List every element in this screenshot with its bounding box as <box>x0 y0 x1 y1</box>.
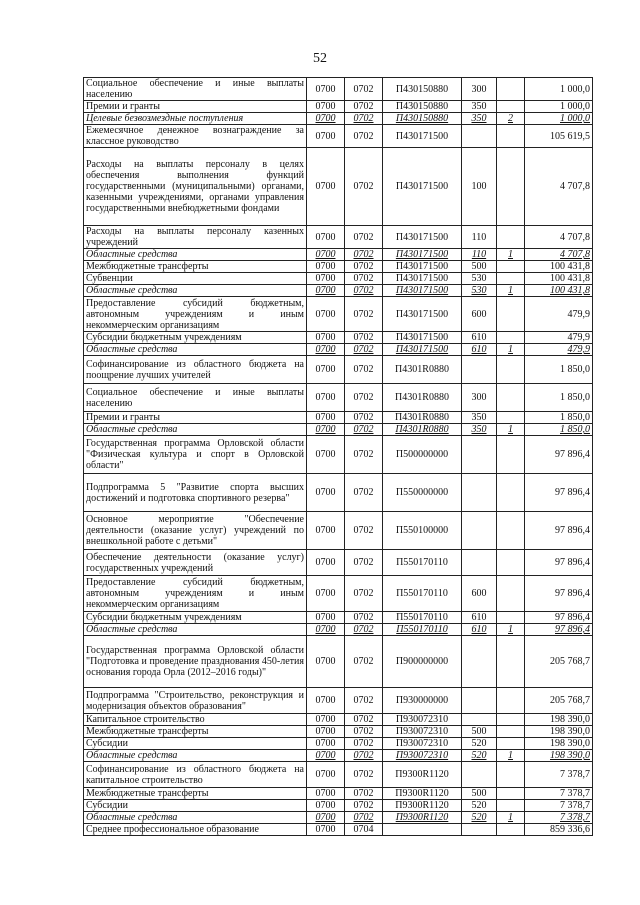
row-subsection-cell: 0702 <box>345 474 383 512</box>
row-sum-cell: 7 378,7 <box>525 788 593 800</box>
row-group-cell <box>497 550 525 576</box>
row-section-cell: 0700 <box>307 436 345 474</box>
row-name-cell: Субсидии <box>84 800 307 812</box>
row-section-cell: 0700 <box>307 148 345 226</box>
row-group-cell <box>497 412 525 424</box>
page-number: 52 <box>313 51 327 66</box>
row-group-cell <box>497 273 525 285</box>
row-name-cell: Социальное обеспечение и иные выплаты населению <box>84 78 307 101</box>
row-section-cell: 0700 <box>307 332 345 344</box>
row-target-article-cell: П900000000 <box>383 636 462 688</box>
row-subsection-cell: 0702 <box>345 714 383 726</box>
table-row <box>84 576 593 612</box>
row-section-cell: 0700 <box>307 726 345 738</box>
row-section-cell: 0700 <box>307 226 345 249</box>
row-target-article-cell: П930000000 <box>383 688 462 714</box>
row-target-article-cell: П430171500 <box>383 249 462 261</box>
row-sum-cell: 7 378,7 <box>525 800 593 812</box>
row-name-cell: Субсидии <box>84 738 307 750</box>
row-section-cell: 0700 <box>307 249 345 261</box>
table-row <box>84 474 593 512</box>
row-target-article-cell: П430171500 <box>383 344 462 356</box>
row-sum-cell: 105 619,5 <box>525 125 593 148</box>
row-subsection-cell: 0702 <box>345 424 383 436</box>
row-name-cell: Областные средства <box>84 344 307 356</box>
row-sum-cell: 198 390,0 <box>525 714 593 726</box>
row-subsection-cell: 0702 <box>345 512 383 550</box>
table-row <box>84 512 593 550</box>
table-row <box>84 125 593 148</box>
row-subsection-cell: 0702 <box>345 726 383 738</box>
row-expense-type-cell: 600 <box>462 297 497 332</box>
row-sum-cell: 205 768,7 <box>525 636 593 688</box>
row-name-cell: Областные средства <box>84 624 307 636</box>
row-section-cell: 0700 <box>307 636 345 688</box>
row-target-article-cell: П9300R1120 <box>383 788 462 800</box>
row-target-article-cell: П430171500 <box>383 273 462 285</box>
row-group-cell <box>497 512 525 550</box>
row-section-cell: 0700 <box>307 297 345 332</box>
row-section-cell: 0700 <box>307 750 345 762</box>
table-row <box>84 78 593 101</box>
row-name-cell: Целевые безвозмездные поступления <box>84 113 307 125</box>
row-sum-cell: 4 707,8 <box>525 249 593 261</box>
row-sum-cell: 97 896,4 <box>525 612 593 624</box>
row-section-cell: 0700 <box>307 424 345 436</box>
row-subsection-cell: 0702 <box>345 125 383 148</box>
row-target-article-cell: П430171500 <box>383 226 462 249</box>
row-section-cell: 0700 <box>307 714 345 726</box>
row-name-cell: Расходы на выплаты персоналу казенных учреждений <box>84 226 307 249</box>
row-expense-type-cell: 110 <box>462 249 497 261</box>
table-row <box>84 273 593 285</box>
row-target-article-cell: П550170110 <box>383 612 462 624</box>
row-expense-type-cell <box>462 824 497 836</box>
table-row <box>84 344 593 356</box>
row-subsection-cell: 0702 <box>345 812 383 824</box>
row-name-cell: Областные средства <box>84 285 307 297</box>
row-section-cell: 0700 <box>307 812 345 824</box>
row-expense-type-cell: 100 <box>462 148 497 226</box>
row-name-cell: Среднее профессиональное образование <box>84 824 307 836</box>
row-subsection-cell: 0702 <box>345 332 383 344</box>
row-group-cell: 1 <box>497 285 525 297</box>
row-expense-type-cell: 500 <box>462 726 497 738</box>
row-expense-type-cell: 530 <box>462 273 497 285</box>
row-section-cell: 0700 <box>307 550 345 576</box>
row-expense-type-cell: 350 <box>462 101 497 113</box>
row-name-cell: Межбюджетные трансферты <box>84 726 307 738</box>
table-row <box>84 412 593 424</box>
row-target-article-cell: П550170110 <box>383 550 462 576</box>
row-target-article-cell: П430171500 <box>383 285 462 297</box>
row-subsection-cell: 0702 <box>345 636 383 688</box>
row-section-cell: 0700 <box>307 78 345 101</box>
table-row <box>84 800 593 812</box>
row-group-cell <box>497 612 525 624</box>
table-row <box>84 249 593 261</box>
row-expense-type-cell: 610 <box>462 332 497 344</box>
row-group-cell <box>497 688 525 714</box>
row-name-cell: Обеспечение деятельности (оказание услуг) государственных учреждений <box>84 550 307 576</box>
row-name-cell: Софинансирование из областного бюджета на поощрение лучших учителей <box>84 356 307 384</box>
table-row <box>84 812 593 824</box>
row-group-cell <box>497 148 525 226</box>
row-group-cell: 1 <box>497 750 525 762</box>
row-sum-cell: 479,9 <box>525 332 593 344</box>
table-row <box>84 384 593 412</box>
row-group-cell <box>497 384 525 412</box>
row-expense-type-cell: 520 <box>462 812 497 824</box>
row-subsection-cell: 0702 <box>345 550 383 576</box>
row-name-cell: Субвенции <box>84 273 307 285</box>
row-section-cell: 0700 <box>307 824 345 836</box>
row-sum-cell: 1 000,0 <box>525 78 593 101</box>
row-section-cell: 0700 <box>307 285 345 297</box>
row-expense-type-cell <box>462 636 497 688</box>
row-name-cell: Капитальное строительство <box>84 714 307 726</box>
row-sum-cell: 4 707,8 <box>525 148 593 226</box>
row-name-cell: Предоставление субсидий бюджетным, автономным учреждениям и иным некоммерческим организациям <box>84 576 307 612</box>
table-row <box>84 332 593 344</box>
row-name-cell: Областные средства <box>84 249 307 261</box>
row-name-cell: Межбюджетные трансферты <box>84 261 307 273</box>
row-name-cell: Ежемесячное денежное вознаграждение за классное руководство <box>84 125 307 148</box>
row-expense-type-cell <box>462 688 497 714</box>
row-expense-type-cell: 610 <box>462 612 497 624</box>
row-subsection-cell: 0702 <box>345 261 383 273</box>
budget-table <box>83 77 593 836</box>
row-sum-cell: 100 431,8 <box>525 261 593 273</box>
row-subsection-cell: 0702 <box>345 612 383 624</box>
row-expense-type-cell: 300 <box>462 78 497 101</box>
row-target-article-cell: П430150880 <box>383 113 462 125</box>
row-expense-type-cell <box>462 762 497 788</box>
row-sum-cell: 97 896,4 <box>525 624 593 636</box>
row-sum-cell: 1 850,0 <box>525 424 593 436</box>
table-row <box>84 550 593 576</box>
row-subsection-cell: 0702 <box>345 412 383 424</box>
row-sum-cell: 1 850,0 <box>525 384 593 412</box>
row-section-cell: 0700 <box>307 612 345 624</box>
row-target-article-cell <box>383 824 462 836</box>
row-target-article-cell: П430150880 <box>383 78 462 101</box>
row-section-cell: 0700 <box>307 273 345 285</box>
row-target-article-cell: П930072310 <box>383 714 462 726</box>
row-section-cell: 0700 <box>307 113 345 125</box>
row-expense-type-cell <box>462 356 497 384</box>
row-subsection-cell: 0702 <box>345 576 383 612</box>
row-expense-type-cell: 500 <box>462 261 497 273</box>
row-section-cell: 0700 <box>307 788 345 800</box>
row-subsection-cell: 0704 <box>345 824 383 836</box>
table-row <box>84 113 593 125</box>
table-row <box>84 148 593 226</box>
row-section-cell: 0700 <box>307 412 345 424</box>
row-target-article-cell: П930072310 <box>383 726 462 738</box>
budget-table-body <box>84 78 593 836</box>
row-name-cell: Премии и гранты <box>84 101 307 113</box>
row-sum-cell: 198 390,0 <box>525 738 593 750</box>
row-sum-cell: 97 896,4 <box>525 436 593 474</box>
row-target-article-cell: П550100000 <box>383 512 462 550</box>
row-name-cell: Областные средства <box>84 750 307 762</box>
row-section-cell: 0700 <box>307 125 345 148</box>
row-expense-type-cell: 520 <box>462 738 497 750</box>
row-group-cell <box>497 738 525 750</box>
row-target-article-cell: П4301R0880 <box>383 356 462 384</box>
row-expense-type-cell: 110 <box>462 226 497 249</box>
row-expense-type-cell <box>462 474 497 512</box>
row-sum-cell: 7 378,7 <box>525 812 593 824</box>
row-group-cell <box>497 125 525 148</box>
row-section-cell: 0700 <box>307 800 345 812</box>
row-subsection-cell: 0702 <box>345 226 383 249</box>
row-sum-cell: 97 896,4 <box>525 550 593 576</box>
row-sum-cell: 97 896,4 <box>525 512 593 550</box>
row-target-article-cell: П430171500 <box>383 332 462 344</box>
row-group-cell <box>497 762 525 788</box>
row-group-cell <box>497 261 525 273</box>
row-target-article-cell: П9300R1120 <box>383 812 462 824</box>
row-name-cell: Премии и гранты <box>84 412 307 424</box>
row-expense-type-cell: 350 <box>462 113 497 125</box>
table-row <box>84 226 593 249</box>
row-sum-cell: 859 336,6 <box>525 824 593 836</box>
row-target-article-cell: П550000000 <box>383 474 462 512</box>
row-group-cell <box>497 436 525 474</box>
row-subsection-cell: 0702 <box>345 800 383 812</box>
row-expense-type-cell: 300 <box>462 384 497 412</box>
row-name-cell: Подпрограмма "Строительство, реконструкция и модернизация объектов образования" <box>84 688 307 714</box>
row-sum-cell: 7 378,7 <box>525 762 593 788</box>
row-target-article-cell: П9300R1120 <box>383 762 462 788</box>
row-name-cell: Предоставление субсидий бюджетным, автономным учреждениям и иным некоммерческим организациям <box>84 297 307 332</box>
row-group-cell <box>497 356 525 384</box>
table-row <box>84 436 593 474</box>
row-name-cell: Государственная программа Орловской области "Подготовка и проведение празднования 450-летия основания города Орла (2012–2016 годы)" <box>84 636 307 688</box>
row-sum-cell: 100 431,8 <box>525 273 593 285</box>
row-target-article-cell: П430171500 <box>383 125 462 148</box>
row-subsection-cell: 0702 <box>345 738 383 750</box>
table-row <box>84 762 593 788</box>
row-sum-cell: 198 390,0 <box>525 726 593 738</box>
row-subsection-cell: 0702 <box>345 750 383 762</box>
row-subsection-cell: 0702 <box>345 344 383 356</box>
row-sum-cell: 4 707,8 <box>525 226 593 249</box>
row-name-cell: Субсидии бюджетным учреждениям <box>84 332 307 344</box>
row-section-cell: 0700 <box>307 624 345 636</box>
row-target-article-cell: П500000000 <box>383 436 462 474</box>
row-expense-type-cell: 600 <box>462 576 497 612</box>
row-group-cell: 1 <box>497 624 525 636</box>
row-expense-type-cell <box>462 512 497 550</box>
row-expense-type-cell <box>462 714 497 726</box>
table-row <box>84 261 593 273</box>
row-group-cell: 2 <box>497 113 525 125</box>
row-name-cell: Государственная программа Орловской области "Физическая культура и спорт в Орловской области" <box>84 436 307 474</box>
row-target-article-cell: П550170110 <box>383 576 462 612</box>
row-name-cell: Межбюджетные трансферты <box>84 788 307 800</box>
row-group-cell <box>497 474 525 512</box>
row-expense-type-cell: 500 <box>462 788 497 800</box>
row-section-cell: 0700 <box>307 344 345 356</box>
row-group-cell <box>497 297 525 332</box>
row-subsection-cell: 0702 <box>345 384 383 412</box>
row-sum-cell: 1 000,0 <box>525 113 593 125</box>
row-group-cell <box>497 101 525 113</box>
row-target-article-cell: П930072310 <box>383 750 462 762</box>
table-row <box>84 356 593 384</box>
table-row <box>84 624 593 636</box>
row-sum-cell: 479,9 <box>525 297 593 332</box>
row-name-cell: Подпрограмма 5 "Развитие спорта высших достижений и подготовка спортивного резерва" <box>84 474 307 512</box>
row-section-cell: 0700 <box>307 384 345 412</box>
table-row <box>84 714 593 726</box>
row-section-cell: 0700 <box>307 101 345 113</box>
row-group-cell: 1 <box>497 424 525 436</box>
row-subsection-cell: 0702 <box>345 285 383 297</box>
row-expense-type-cell: 520 <box>462 750 497 762</box>
row-expense-type-cell: 520 <box>462 800 497 812</box>
row-sum-cell: 97 896,4 <box>525 576 593 612</box>
table-row <box>84 750 593 762</box>
row-sum-cell: 479,9 <box>525 344 593 356</box>
table-row <box>84 636 593 688</box>
row-subsection-cell: 0702 <box>345 762 383 788</box>
row-subsection-cell: 0702 <box>345 273 383 285</box>
row-target-article-cell: П4301R0880 <box>383 384 462 412</box>
row-group-cell <box>497 800 525 812</box>
row-target-article-cell: П9300R1120 <box>383 800 462 812</box>
row-expense-type-cell: 350 <box>462 424 497 436</box>
row-sum-cell: 198 390,0 <box>525 750 593 762</box>
row-expense-type-cell <box>462 436 497 474</box>
row-section-cell: 0700 <box>307 474 345 512</box>
row-sum-cell: 205 768,7 <box>525 688 593 714</box>
row-section-cell: 0700 <box>307 738 345 750</box>
row-name-cell: Областные средства <box>84 424 307 436</box>
row-name-cell: Областные средства <box>84 812 307 824</box>
row-sum-cell: 1 000,0 <box>525 101 593 113</box>
table-row <box>84 612 593 624</box>
row-group-cell <box>497 636 525 688</box>
table-row <box>84 824 593 836</box>
row-subsection-cell: 0702 <box>345 249 383 261</box>
row-subsection-cell: 0702 <box>345 688 383 714</box>
table-row <box>84 101 593 113</box>
row-subsection-cell: 0702 <box>345 788 383 800</box>
table-row <box>84 726 593 738</box>
row-sum-cell: 97 896,4 <box>525 474 593 512</box>
table-row <box>84 297 593 332</box>
row-subsection-cell: 0702 <box>345 113 383 125</box>
row-expense-type-cell: 530 <box>462 285 497 297</box>
row-target-article-cell: П430171500 <box>383 148 462 226</box>
row-section-cell: 0700 <box>307 261 345 273</box>
table-row <box>84 788 593 800</box>
row-group-cell <box>497 332 525 344</box>
row-name-cell: Социальное обеспечение и иные выплаты населению <box>84 384 307 412</box>
row-target-article-cell: П4301R0880 <box>383 424 462 436</box>
row-target-article-cell: П4301R0880 <box>383 412 462 424</box>
row-sum-cell: 1 850,0 <box>525 356 593 384</box>
row-group-cell <box>497 788 525 800</box>
row-subsection-cell: 0702 <box>345 356 383 384</box>
row-subsection-cell: 0702 <box>345 624 383 636</box>
row-group-cell: 1 <box>497 812 525 824</box>
row-name-cell: Расходы на выплаты персоналу в целях обеспечения выполнения функций государственными (муниципальными) органами, казенными учреждениями, органами управления государственными внебюджетными фондами <box>84 148 307 226</box>
row-name-cell: Основное мероприятие "Обеспечение деятельности (оказание услуг) учреждений по внешкольной работе с детьми" <box>84 512 307 550</box>
row-group-cell <box>497 714 525 726</box>
row-target-article-cell: П430150880 <box>383 101 462 113</box>
row-group-cell <box>497 576 525 612</box>
row-target-article-cell: П930072310 <box>383 738 462 750</box>
row-expense-type-cell: 610 <box>462 624 497 636</box>
row-group-cell: 1 <box>497 344 525 356</box>
table-row <box>84 285 593 297</box>
row-section-cell: 0700 <box>307 576 345 612</box>
row-group-cell: 1 <box>497 249 525 261</box>
row-target-article-cell: П550170110 <box>383 624 462 636</box>
row-target-article-cell: П430171500 <box>383 297 462 332</box>
row-subsection-cell: 0702 <box>345 436 383 474</box>
row-section-cell: 0700 <box>307 512 345 550</box>
row-group-cell <box>497 726 525 738</box>
row-subsection-cell: 0702 <box>345 78 383 101</box>
row-sum-cell: 100 431,8 <box>525 285 593 297</box>
table-row <box>84 688 593 714</box>
row-section-cell: 0700 <box>307 688 345 714</box>
row-group-cell <box>497 226 525 249</box>
row-expense-type-cell: 610 <box>462 344 497 356</box>
row-name-cell: Субсидии бюджетным учреждениям <box>84 612 307 624</box>
row-sum-cell: 1 850,0 <box>525 412 593 424</box>
row-section-cell: 0700 <box>307 356 345 384</box>
row-expense-type-cell <box>462 125 497 148</box>
row-group-cell <box>497 824 525 836</box>
row-section-cell: 0700 <box>307 762 345 788</box>
row-group-cell <box>497 78 525 101</box>
row-expense-type-cell <box>462 550 497 576</box>
row-expense-type-cell: 350 <box>462 412 497 424</box>
table-row <box>84 738 593 750</box>
row-subsection-cell: 0702 <box>345 148 383 226</box>
row-subsection-cell: 0702 <box>345 101 383 113</box>
row-name-cell: Софинансирование из областного бюджета на капитальное строительство <box>84 762 307 788</box>
row-subsection-cell: 0702 <box>345 297 383 332</box>
table-row <box>84 424 593 436</box>
row-target-article-cell: П430171500 <box>383 261 462 273</box>
